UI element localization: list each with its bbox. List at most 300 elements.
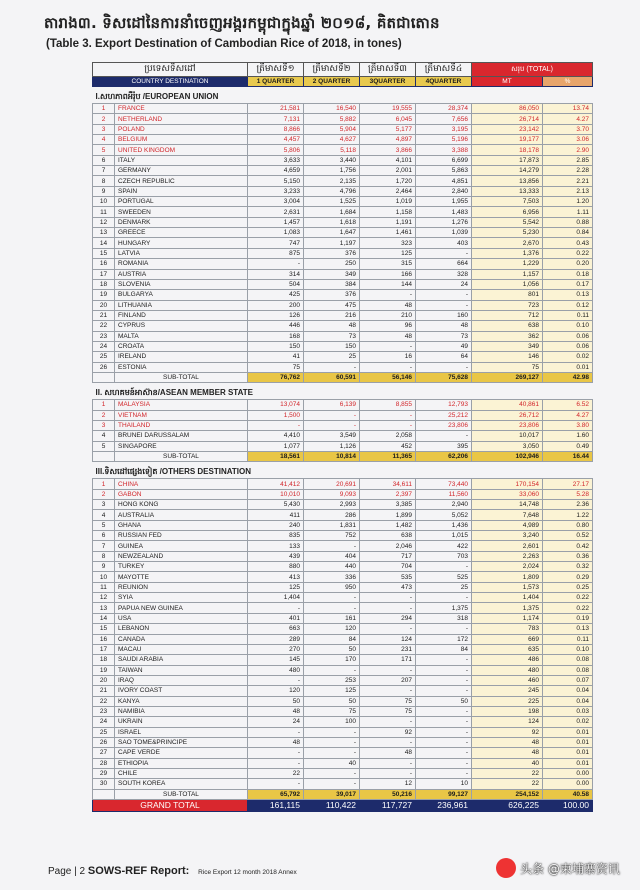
total-pct: 2.21 xyxy=(543,176,593,186)
q4-value: - xyxy=(416,362,472,372)
grand-total-q3: 117,727 xyxy=(360,800,416,812)
q4-value: 664 xyxy=(416,259,472,269)
country-name: GREECE xyxy=(115,228,248,238)
q2-value: - xyxy=(304,727,360,737)
table-row xyxy=(93,551,593,561)
country-name: SPAIN xyxy=(115,186,248,196)
q3-value: 638 xyxy=(360,531,416,541)
q4-value: 1,955 xyxy=(416,197,472,207)
country-name: BULGARYA xyxy=(115,290,248,300)
row-index: 17 xyxy=(93,269,115,279)
q3-value: 8,855 xyxy=(360,400,416,410)
q1-value: 289 xyxy=(248,634,304,644)
subtotal-mt: 269,127 xyxy=(472,372,543,382)
table-row xyxy=(93,228,593,238)
row-index: 1 xyxy=(93,479,115,489)
q2-value: 9,093 xyxy=(304,489,360,499)
q2-value: 2,135 xyxy=(304,176,360,186)
q3-value: 4,101 xyxy=(360,155,416,165)
country-name: CYPRUS xyxy=(115,321,248,331)
q2-value: 336 xyxy=(304,572,360,582)
q3-value: 1,461 xyxy=(360,228,416,238)
q4-value: 48 xyxy=(416,321,472,331)
row-index: 4 xyxy=(93,135,115,145)
row-index: 8 xyxy=(93,551,115,561)
row-index: 18 xyxy=(93,655,115,665)
total-mt: 23,806 xyxy=(472,420,543,430)
q3-value: 452 xyxy=(360,441,416,451)
row-index: 20 xyxy=(93,675,115,685)
q2-value: - xyxy=(304,779,360,789)
total-mt: 146 xyxy=(472,352,543,362)
table-row xyxy=(93,341,593,351)
section-header xyxy=(93,383,593,400)
q1-value: 411 xyxy=(248,510,304,520)
total-pct: 0.22 xyxy=(543,248,593,258)
q2-value: 50 xyxy=(304,644,360,654)
table-row xyxy=(93,717,593,727)
q1-value: 439 xyxy=(248,551,304,561)
q2-value: - xyxy=(304,420,360,430)
q1-value: 2,631 xyxy=(248,207,304,217)
row-index: 1 xyxy=(93,104,115,114)
q3-value: 315 xyxy=(360,259,416,269)
country-name: GHANA xyxy=(115,520,248,530)
header-row-english xyxy=(93,77,593,87)
footer-note: Rice Export 12 month 2018 Annex xyxy=(198,869,297,876)
table-row xyxy=(93,114,593,124)
q2-value: 50 xyxy=(304,696,360,706)
q1-value: 150 xyxy=(248,341,304,351)
q2-value: 120 xyxy=(304,624,360,634)
q4-value: 10 xyxy=(416,779,472,789)
row-index: 2 xyxy=(93,410,115,420)
q3-value: 717 xyxy=(360,551,416,561)
table-row xyxy=(93,644,593,654)
row-index: 3 xyxy=(93,500,115,510)
q3-value: - xyxy=(360,717,416,727)
q1-value: 401 xyxy=(248,613,304,623)
total-pct: 0.01 xyxy=(543,737,593,747)
country-name: GERMANY xyxy=(115,166,248,176)
country-name: NAMIBIA xyxy=(115,706,248,716)
country-name: SAUDI ARABIA xyxy=(115,655,248,665)
country-name: HUNGARY xyxy=(115,238,248,248)
total-mt: 2,024 xyxy=(472,562,543,572)
q4-value: 28,374 xyxy=(416,104,472,114)
country-name: MACAU xyxy=(115,644,248,654)
table-row xyxy=(93,197,593,207)
q3-value: 48 xyxy=(360,748,416,758)
total-pct: 0.13 xyxy=(543,624,593,634)
row-index: 15 xyxy=(93,624,115,634)
table-row xyxy=(93,310,593,320)
table-row xyxy=(93,675,593,685)
row-index: 12 xyxy=(93,593,115,603)
table-row xyxy=(93,362,593,372)
table-row xyxy=(93,166,593,176)
q2-value: 1,647 xyxy=(304,228,360,238)
total-pct: 1.20 xyxy=(543,197,593,207)
q2-value: 475 xyxy=(304,300,360,310)
q1-value: 446 xyxy=(248,321,304,331)
row-index: 10 xyxy=(93,197,115,207)
q2-value: 404 xyxy=(304,551,360,561)
subtotal-q4: 99,127 xyxy=(416,789,472,799)
total-mt: 26,712 xyxy=(472,410,543,420)
q1-value: 8,866 xyxy=(248,124,304,134)
total-mt: 14,279 xyxy=(472,166,543,176)
country-name: SAO TOME&PRINCIPE xyxy=(115,737,248,747)
total-mt: 712 xyxy=(472,310,543,320)
q4-value: - xyxy=(416,290,472,300)
country-name: LEBANON xyxy=(115,624,248,634)
row-index: 3 xyxy=(93,420,115,430)
table-row xyxy=(93,572,593,582)
q2-value: - xyxy=(304,665,360,675)
q2-value: 150 xyxy=(304,341,360,351)
q2-value: 4,627 xyxy=(304,135,360,145)
q3-value: 3,866 xyxy=(360,145,416,155)
q3-value: - xyxy=(360,624,416,634)
row-index: 4 xyxy=(93,510,115,520)
q1-value: 5,806 xyxy=(248,145,304,155)
subtotal-q3: 56,146 xyxy=(360,372,416,382)
total-mt: 26,714 xyxy=(472,114,543,124)
row-index: 27 xyxy=(93,748,115,758)
table-row xyxy=(93,613,593,623)
q3-value: 5,177 xyxy=(360,124,416,134)
country-name: BELGIUM xyxy=(115,135,248,145)
total-mt: 225 xyxy=(472,696,543,706)
table-row xyxy=(93,582,593,592)
q3-value: 1,720 xyxy=(360,176,416,186)
q4-value: 5,196 xyxy=(416,135,472,145)
subtotal-row xyxy=(93,372,593,382)
header-pct: % xyxy=(543,77,593,87)
country-name: FRANCE xyxy=(115,104,248,114)
q2-value: 1,525 xyxy=(304,197,360,207)
q4-value: - xyxy=(416,248,472,258)
q4-value: 11,560 xyxy=(416,489,472,499)
table-row xyxy=(93,655,593,665)
country-name: FINLAND xyxy=(115,310,248,320)
q4-value: 50 xyxy=(416,696,472,706)
total-mt: 2,263 xyxy=(472,551,543,561)
row-index: 4 xyxy=(93,431,115,441)
row-index: 5 xyxy=(93,441,115,451)
total-pct: 0.88 xyxy=(543,217,593,227)
total-pct: 0.43 xyxy=(543,238,593,248)
q1-value: 200 xyxy=(248,300,304,310)
row-index: 26 xyxy=(93,737,115,747)
total-pct: 0.00 xyxy=(543,768,593,778)
q1-value: 4,457 xyxy=(248,135,304,145)
table-row xyxy=(93,748,593,758)
subtotal-pct: 16.44 xyxy=(543,452,593,462)
q2-value: 752 xyxy=(304,531,360,541)
table-row xyxy=(93,420,593,430)
table-row xyxy=(93,562,593,572)
subtotal-q4: 75,628 xyxy=(416,372,472,382)
table-row xyxy=(93,135,593,145)
total-mt: 1,809 xyxy=(472,572,543,582)
q3-value: 2,001 xyxy=(360,166,416,176)
subtotal-q3: 11,365 xyxy=(360,452,416,462)
grand-total-q4: 236,961 xyxy=(416,800,472,812)
q3-value: - xyxy=(360,420,416,430)
q1-value: 663 xyxy=(248,624,304,634)
total-mt: 22 xyxy=(472,779,543,789)
table-row xyxy=(93,207,593,217)
country-name: ITALY xyxy=(115,155,248,165)
country-name: LITHUANIA xyxy=(115,300,248,310)
row-index: 11 xyxy=(93,207,115,217)
total-pct: 0.22 xyxy=(543,593,593,603)
q1-value: 5,430 xyxy=(248,500,304,510)
q2-value: 170 xyxy=(304,655,360,665)
q1-value: 314 xyxy=(248,269,304,279)
q3-value: - xyxy=(360,665,416,675)
total-pct: 0.00 xyxy=(543,779,593,789)
q2-value: - xyxy=(304,603,360,613)
q3-value: 125 xyxy=(360,248,416,258)
grand-total-mt: 626,225 xyxy=(472,800,543,812)
table-row xyxy=(93,541,593,551)
country-name: TURKEY xyxy=(115,562,248,572)
q4-value: 1,015 xyxy=(416,531,472,541)
q1-value: 22 xyxy=(248,768,304,778)
country-name: CHILE xyxy=(115,768,248,778)
q4-value: 25,212 xyxy=(416,410,472,420)
row-index: 8 xyxy=(93,176,115,186)
q1-value: 50 xyxy=(248,696,304,706)
q2-value: - xyxy=(304,593,360,603)
q1-value: 21,581 xyxy=(248,104,304,114)
q4-value: 5,863 xyxy=(416,166,472,176)
q2-value: 349 xyxy=(304,269,360,279)
row-index: 23 xyxy=(93,331,115,341)
header-q4: 4QUARTER xyxy=(416,77,472,87)
q4-value: 422 xyxy=(416,541,472,551)
total-mt: 1,056 xyxy=(472,279,543,289)
q1-value: - xyxy=(248,420,304,430)
row-index: 13 xyxy=(93,228,115,238)
subtotal-spacer xyxy=(93,372,115,382)
q4-value: - xyxy=(416,748,472,758)
row-index: 2 xyxy=(93,114,115,124)
q3-value: 3,385 xyxy=(360,500,416,510)
q4-value: 318 xyxy=(416,613,472,623)
q3-value: 19,555 xyxy=(360,104,416,114)
q4-value: - xyxy=(416,727,472,737)
watermark-logo-icon xyxy=(496,858,516,878)
header-q3: 3QUARTER xyxy=(360,77,416,87)
country-name: AUSTRIA xyxy=(115,269,248,279)
q2-value: - xyxy=(304,362,360,372)
total-pct: 0.08 xyxy=(543,665,593,675)
q3-value: 323 xyxy=(360,238,416,248)
total-mt: 669 xyxy=(472,634,543,644)
row-index: 15 xyxy=(93,248,115,258)
row-index: 23 xyxy=(93,706,115,716)
row-index: 14 xyxy=(93,238,115,248)
q3-value: 1,482 xyxy=(360,520,416,530)
q1-value: 835 xyxy=(248,531,304,541)
q2-value: 3,440 xyxy=(304,155,360,165)
total-pct: 2.13 xyxy=(543,186,593,196)
table-row xyxy=(93,779,593,789)
q4-value: 3,388 xyxy=(416,145,472,155)
q4-value: 64 xyxy=(416,352,472,362)
q3-value: 124 xyxy=(360,634,416,644)
subtotal-mt: 102,946 xyxy=(472,452,543,462)
table-row xyxy=(93,155,593,165)
table-row xyxy=(93,259,593,269)
total-pct: 1.22 xyxy=(543,510,593,520)
q2-value: 75 xyxy=(304,706,360,716)
q4-value: 4,851 xyxy=(416,176,472,186)
row-index: 19 xyxy=(93,665,115,675)
q2-value: 5,118 xyxy=(304,145,360,155)
total-pct: 0.36 xyxy=(543,551,593,561)
row-index: 6 xyxy=(93,531,115,541)
q2-value: 40 xyxy=(304,758,360,768)
q2-value: 20,691 xyxy=(304,479,360,489)
subtotal-q1: 65,792 xyxy=(248,789,304,799)
q3-value: 16 xyxy=(360,352,416,362)
table-row xyxy=(93,431,593,441)
total-mt: 17,873 xyxy=(472,155,543,165)
total-mt: 2,670 xyxy=(472,238,543,248)
row-index: 28 xyxy=(93,758,115,768)
q4-value: 73,440 xyxy=(416,479,472,489)
q3-value: 473 xyxy=(360,582,416,592)
q1-value: 1,457 xyxy=(248,217,304,227)
total-mt: 1,229 xyxy=(472,259,543,269)
grand-total-row xyxy=(93,800,593,812)
q3-value: 48 xyxy=(360,300,416,310)
total-pct: 3.70 xyxy=(543,124,593,134)
q4-value: 160 xyxy=(416,310,472,320)
q2-value: 3,549 xyxy=(304,431,360,441)
q3-value: 166 xyxy=(360,269,416,279)
q2-value: 1,756 xyxy=(304,166,360,176)
q4-value: - xyxy=(416,686,472,696)
country-name: CAPE VERDE xyxy=(115,748,248,758)
country-name: PORTUGAL xyxy=(115,197,248,207)
total-pct: 6.52 xyxy=(543,400,593,410)
q4-value: - xyxy=(416,655,472,665)
q3-value: 4,897 xyxy=(360,135,416,145)
section-header xyxy=(93,462,593,479)
country-name: BRUNEI DARUSSALAM xyxy=(115,431,248,441)
section-header xyxy=(93,87,593,104)
q3-value: 34,611 xyxy=(360,479,416,489)
country-name: PAPUA NEW GUINEA xyxy=(115,603,248,613)
table-row xyxy=(93,145,593,155)
total-pct: 0.29 xyxy=(543,572,593,582)
country-name: MALAYSIA xyxy=(115,400,248,410)
q4-value: 24 xyxy=(416,279,472,289)
q3-value: 2,397 xyxy=(360,489,416,499)
q2-value: 1,197 xyxy=(304,238,360,248)
q3-value: 2,046 xyxy=(360,541,416,551)
q4-value: - xyxy=(416,717,472,727)
q4-value: 172 xyxy=(416,634,472,644)
q2-value: 376 xyxy=(304,248,360,258)
table-row xyxy=(93,531,593,541)
q2-value: 253 xyxy=(304,675,360,685)
total-mt: 86,050 xyxy=(472,104,543,114)
q3-value: 75 xyxy=(360,696,416,706)
country-name: IVORY COAST xyxy=(115,686,248,696)
total-mt: 783 xyxy=(472,624,543,634)
q4-value: 403 xyxy=(416,238,472,248)
q3-value: 207 xyxy=(360,675,416,685)
section-title: II. សហគមន៍អាស៊ាន/ASEAN MEMBER STATE xyxy=(93,383,593,400)
q4-value: 1,483 xyxy=(416,207,472,217)
q2-value: - xyxy=(304,410,360,420)
table-row xyxy=(93,634,593,644)
subtotal-pct: 42.98 xyxy=(543,372,593,382)
subtotal-label: SUB-TOTAL xyxy=(115,452,248,462)
total-pct: 0.25 xyxy=(543,582,593,592)
q3-value: - xyxy=(360,737,416,747)
q4-value: 6,699 xyxy=(416,155,472,165)
table-row xyxy=(93,441,593,451)
total-mt: 1,573 xyxy=(472,582,543,592)
total-mt: 22 xyxy=(472,768,543,778)
total-pct: 5.28 xyxy=(543,489,593,499)
q1-value: 875 xyxy=(248,248,304,258)
row-index: 14 xyxy=(93,613,115,623)
total-pct: 0.10 xyxy=(543,321,593,331)
q1-value: 7,131 xyxy=(248,114,304,124)
q3-value: - xyxy=(360,362,416,372)
q1-value: 270 xyxy=(248,644,304,654)
q1-value: 10,010 xyxy=(248,489,304,499)
q3-value: 144 xyxy=(360,279,416,289)
total-mt: 48 xyxy=(472,737,543,747)
q3-value: - xyxy=(360,686,416,696)
title-english: (Table 3. Export Destination of Cambodian Rice of 2018, in tones) xyxy=(46,38,402,50)
country-name: AUSTRALIA xyxy=(115,510,248,520)
q1-value: 48 xyxy=(248,706,304,716)
total-mt: 3,240 xyxy=(472,531,543,541)
q3-value: 535 xyxy=(360,572,416,582)
q2-value: 73 xyxy=(304,331,360,341)
table-row xyxy=(93,186,593,196)
total-pct: 0.01 xyxy=(543,727,593,737)
country-name: CHINA xyxy=(115,479,248,489)
total-pct: 0.20 xyxy=(543,259,593,269)
table-row xyxy=(93,510,593,520)
subtotal-pct: 40.58 xyxy=(543,789,593,799)
header-total: សរុប (TOTAL) xyxy=(472,63,593,77)
row-index: 12 xyxy=(93,217,115,227)
country-name: SWEEDEN xyxy=(115,207,248,217)
q3-value: - xyxy=(360,768,416,778)
q1-value: 168 xyxy=(248,331,304,341)
q2-value: - xyxy=(304,768,360,778)
total-mt: 349 xyxy=(472,341,543,351)
row-index: 21 xyxy=(93,686,115,696)
total-mt: 480 xyxy=(472,665,543,675)
subtotal-mt: 254,152 xyxy=(472,789,543,799)
subtotal-q1: 76,762 xyxy=(248,372,304,382)
total-pct: 0.42 xyxy=(543,541,593,551)
